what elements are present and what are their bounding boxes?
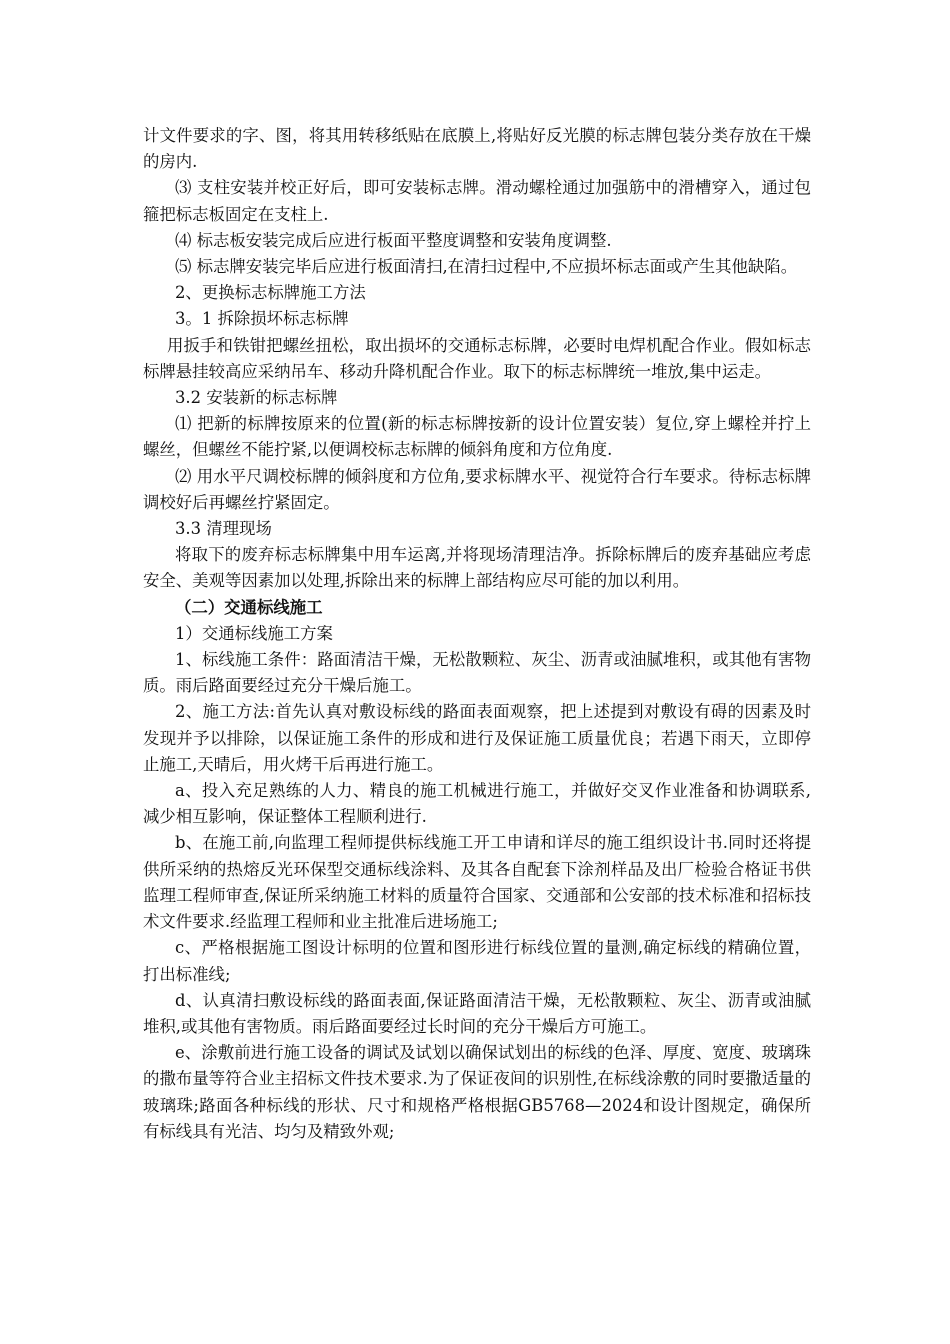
subsection-heading: 3.3 清理现场 [175,519,272,539]
paragraph: ⑵ 用水平尺调校标牌的倾斜度和方位角,要求标牌水平、视觉符合行车要求。待标志标牌调校好后再螺丝拧紧固定。 [143,466,811,512]
paragraph: 计文件要求的字、图，将其用转移纸贴在底膜上,将贴好反光膜的标志牌包装分类存放在干燥的房内. [143,126,811,172]
subsection-heading: 3.2 安装新的标志标牌 [175,388,338,408]
paragraph: 1、标线施工条件：路面清洁干燥，无松散颗粒、灰尘、沥青或油腻堆积，或其他有害物质。雨后路面要经过充分干燥后施工。 [143,650,811,696]
chapter-heading: （二）交通标线施工 [175,597,323,617]
paragraph: 用扳手和铁钳把螺丝扭松，取出损坏的交通标志标牌，必要时电焊机配合作业。假如标志标牌悬挂较高应采纳吊车、移动升降机配合作业。取下的标志标牌统一堆放,集中运走。 [143,335,811,381]
paragraph: c、严格根据施工图设计标明的位置和图形进行标线位置的量测,确定标线的精确位置，打出标准线; [143,938,811,984]
paragraph: ⑸ 标志牌安装完毕后应进行板面清扫,在清扫过程中,不应损坏标志面或产生其他缺陷。 [175,257,798,277]
section-heading: 1）交通标线施工方案 [175,623,333,643]
section-heading: 2、更换标志标牌施工方法 [175,283,366,303]
document-body [143,123,811,1145]
paragraph: ⑶ 支柱安装并校正好后，即可安装标志牌。滑动螺栓通过加强筋中的滑槽穿入，通过包箍把标志板固定在支柱上. [143,178,811,224]
paragraph: 将取下的废弃标志标牌集中用车运离,并将现场清理洁净。拆除标牌后的废弃基础应考虑安全、美观等因素加以处理,拆除出来的标牌上部结构应尽可能的加以利用。 [143,545,811,591]
subsection-heading: 3。1 拆除损坏标志标牌 [175,309,349,329]
paragraph: 2、施工方法:首先认真对敷设标线的路面表面观察，把上述提到对敷设有碍的因素及时发现并予以排除，以保证施工条件的形成和进行及保证施工质量优良；若遇下雨天，立即停止施工,天晴后，用火烤干后再进行施工。 [143,702,811,774]
paragraph: e、涂敷前进行施工设备的调试及试划以确保试划出的标线的色泽、厚度、宽度、玻璃珠的撒布量等符合业主招标文件技术要求.为了保证夜间的识别性,在标线涂敷的同时要撒适量的玻璃珠;路面各种标线的形状、尺寸和规格严格根据GB5768—2024和设计图规定，确保所有标线具有光洁、均匀及精致外观; [143,1043,811,1141]
paragraph: ⑷ 标志板安装完成后应进行板面平整度调整和安装角度调整. [175,230,612,250]
paragraph: ⑴ 把新的标牌按原来的位置(新的标志标牌按新的设计位置安装）复位,穿上螺栓并拧上螺丝，但螺丝不能拧紧,以便调校标志标牌的倾斜角度和方位角度. [143,414,811,460]
paragraph: a、投入充足熟练的人力、精良的施工机械进行施工，并做好交叉作业准备和协调联系,减少相互影响，保证整体工程顺利进行. [143,781,811,827]
paragraph: d、认真清扫敷设标线的路面表面,保证路面清洁干燥，无松散颗粒、灰尘、沥青或油腻堆积,或其他有害物质。雨后路面要经过长时间的充分干燥后方可施工。 [143,990,811,1036]
paragraph: b、在施工前,向监理工程师提供标线施工开工申请和详尽的施工组织设计书.同时还将提供所采纳的热熔反光环保型交通标线涂料、及其各自配套下涂剂样品及出厂检验合格证书供监理工程师审查,保证所采纳施工材料的质量符合国家、交通部和公安部的技术标准和招标技术文件要求.经监理工程师和业主批准后进场施工; [143,833,811,932]
